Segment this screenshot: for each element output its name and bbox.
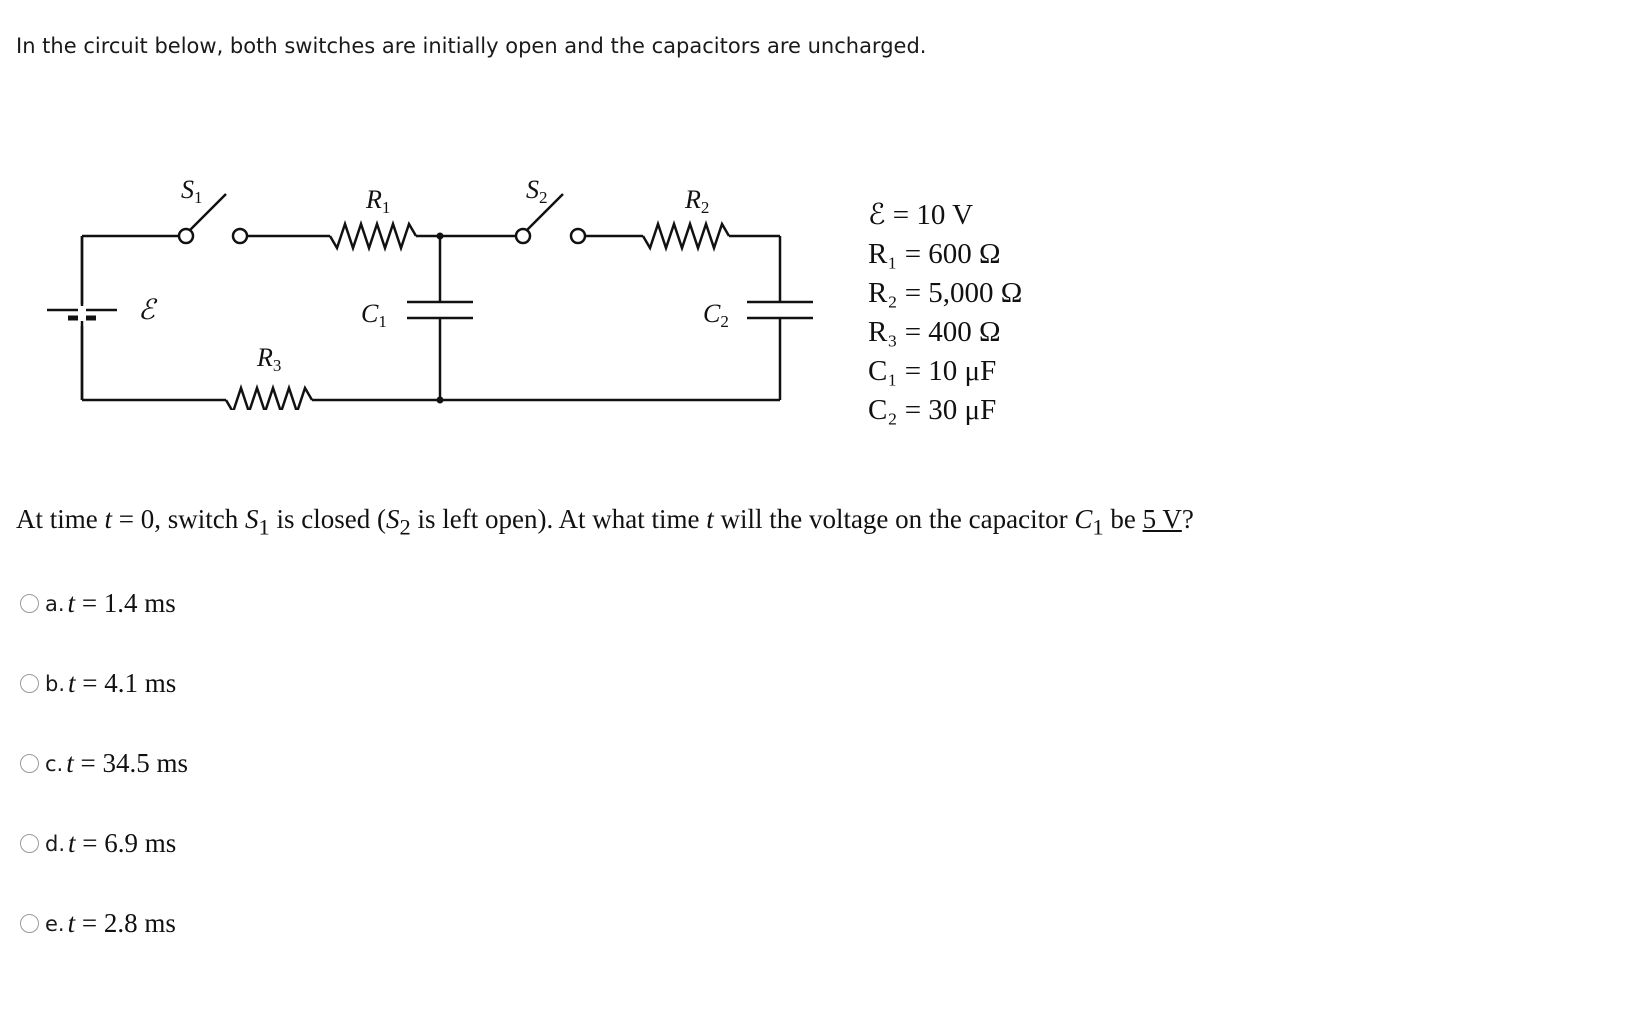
label-s1: S1 [181, 175, 203, 207]
switch-s2-contact-left [516, 229, 530, 243]
option-a[interactable]: a. t = 1.4 ms [20, 588, 176, 619]
label-r1: R1 [366, 185, 391, 217]
target-voltage: 5 V [1142, 504, 1182, 534]
value-r1: R₁ = 600 Ω [868, 238, 1001, 270]
switch-s2-contact-right [571, 229, 585, 243]
option-d[interactable]: d. t = 6.9 ms [20, 828, 176, 859]
given-values [868, 196, 1022, 430]
resistor-r2 [643, 224, 729, 248]
switch-s1-contact-left [179, 229, 193, 243]
value-c2: C₂ = 30 μF [868, 394, 997, 426]
radio-button[interactable] [20, 594, 39, 613]
value-r3: R₃ = 400 Ω [868, 316, 1001, 348]
label-r3: R3 [257, 343, 282, 375]
question-text: At time t = 0, switch $S_1$ is closed ($S_2$ is left open). At what time t will the voltage on the capacitor $C_1$ be 5 V? [16, 504, 1194, 540]
option-c[interactable]: c. t = 34.5 ms [20, 748, 188, 779]
junction-bottom [437, 397, 444, 404]
radio-button[interactable] [20, 834, 39, 853]
label-r2: R2 [685, 185, 710, 217]
option-b[interactable]: b. t = 4.1 ms [20, 668, 176, 699]
circuit-diagram [0, 150, 820, 410]
value-c1: C₁ = 10 μF [868, 355, 997, 387]
option-e[interactable]: e. t = 2.8 ms [20, 908, 176, 939]
value-emf: ℰ = 10 V [868, 199, 974, 231]
resistor-r3 [226, 388, 312, 410]
question-intro: In the circuit below, both switches are initially open and the capacitors are uncharged. [16, 34, 927, 58]
radio-button[interactable] [20, 914, 39, 933]
label-s2: S2 [526, 175, 548, 207]
switch-s1-contact-right [233, 229, 247, 243]
radio-button[interactable] [20, 754, 39, 773]
resistor-r1 [330, 224, 416, 248]
label-c1: C1 [361, 299, 387, 331]
label-c2: C2 [703, 299, 729, 331]
junction-top [437, 233, 444, 240]
radio-button[interactable] [20, 674, 39, 693]
value-r2: R₂ = 5,000 Ω [868, 277, 1023, 309]
label-emf: ℰ [138, 295, 155, 326]
